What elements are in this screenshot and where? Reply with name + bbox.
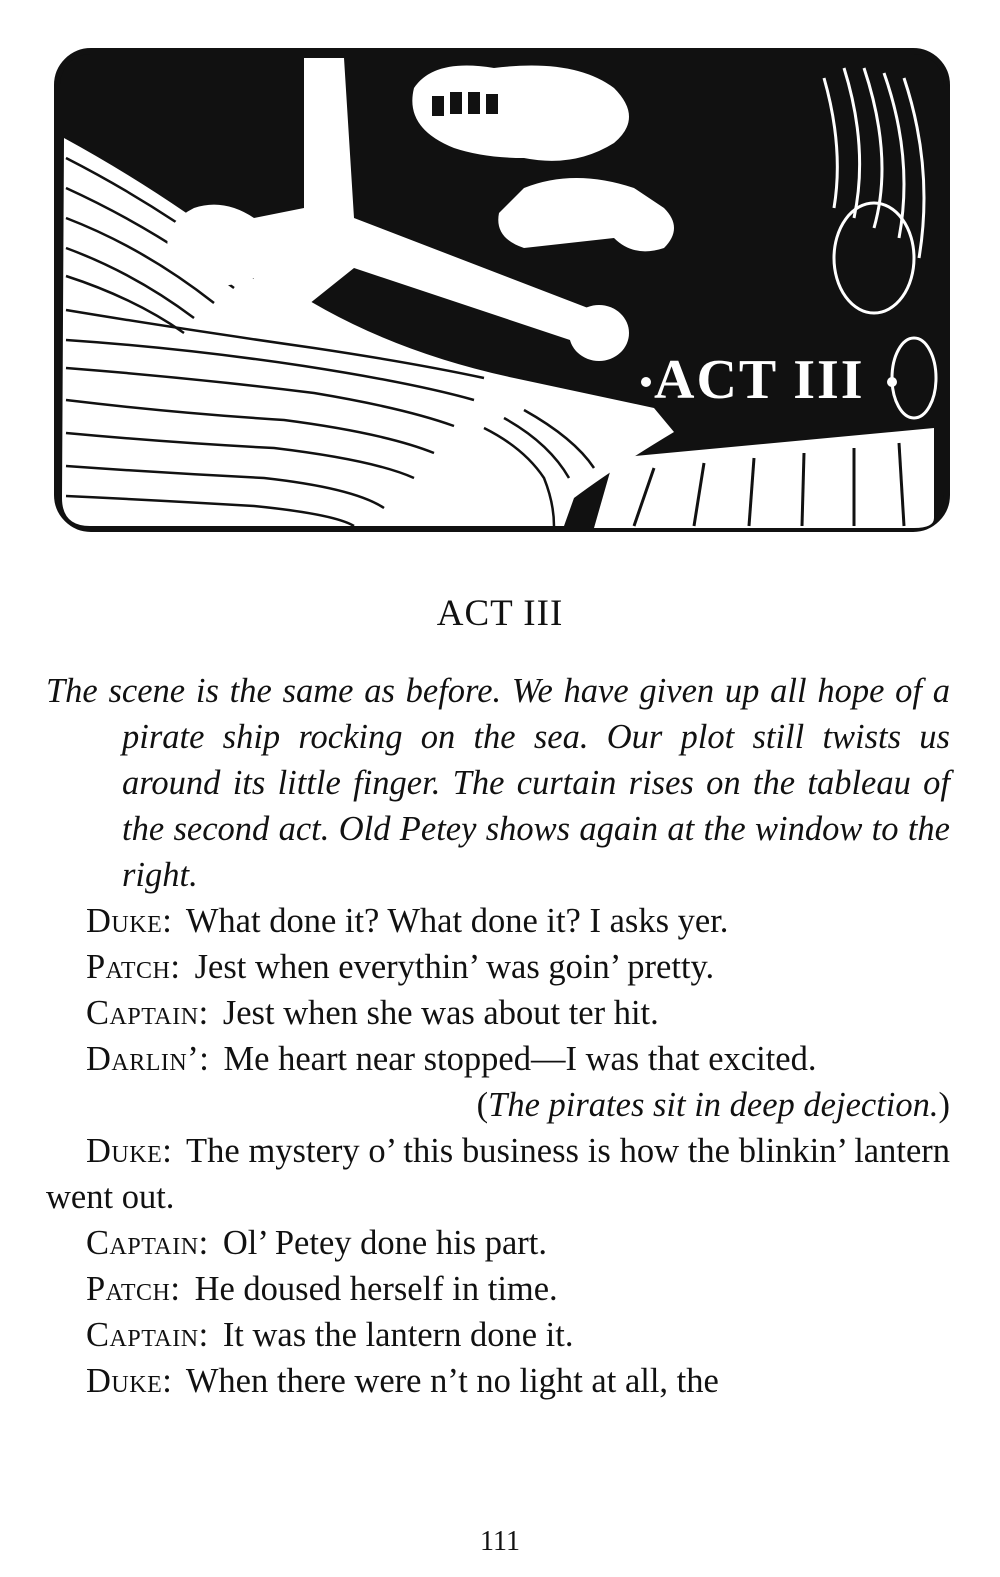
speech-line: Duke: When there were n’t no light at all, the [86,1362,719,1400]
stage-aside: (The pirates sit in deep dejection.) [476,1086,950,1124]
speech-line: Darlin’: Me heart near stopped—I was that excited. [86,1040,817,1078]
speaker-name: Duke [86,1132,163,1170]
speech-text: Jest when she was about ter hit. [222,994,659,1032]
act-heading: ACT III [436,593,564,634]
speech-text: What done it? What done it? I asks yer. [185,902,729,940]
illustration-act-label: ACT III [654,349,865,411]
speech-text: He doused herself in time. [194,1270,558,1308]
speaker-name: Captain [86,1316,199,1354]
speaker-name: Darlin’ [86,1040,200,1078]
speech-text: The mystery o’ this business is how the blinkin’ lantern went out. [46,1132,950,1216]
speech-text: Jest when everythin’ was goin’ pretty. [194,948,715,986]
speaker-name: Patch [86,948,171,986]
play-text [46,668,950,1404]
speech-line: Patch: Jest when everythin’ was goin’ pretty. [86,948,715,986]
speech-line: Duke: The mystery o’ this business is how the blinkin’ lantern went out. [46,1132,950,1216]
speaker-name: Duke [86,902,163,940]
speech-text: When there were n’t no light at all, the [185,1362,719,1400]
speaker-name: Duke [86,1362,163,1400]
speech-text: Ol’ Petey done his part. [222,1224,547,1262]
speaker-name: Captain [86,1224,199,1262]
speech-line: Duke: What done it? What done it? I asks yer. [86,902,729,940]
page-number: 111 [480,1526,520,1557]
speaker-name: Captain [86,994,199,1032]
act-illustration [54,48,950,532]
stage-direction: The scene is the same as before. We have given up all hope of a pirate ship rocking on the sea. Our plot still twists us around its little finger. The curtain rises on the tableau of the second act. Old Petey shows again at the window to the right. [46,672,950,894]
speech-line: Patch: He doused herself in time. [86,1270,558,1308]
speech-text: It was the lantern done it. [222,1316,574,1354]
speech-line: Captain: It was the lantern done it. [86,1316,574,1354]
aside-text: The pirates sit in deep dejection. [488,1086,939,1124]
speech-text: Me heart near stopped—I was that excited. [223,1040,817,1078]
speech-line: Captain: Jest when she was about ter hit. [86,994,659,1032]
speaker-name: Patch [86,1270,171,1308]
speech-line: Captain: Ol’ Petey done his part. [86,1224,547,1262]
